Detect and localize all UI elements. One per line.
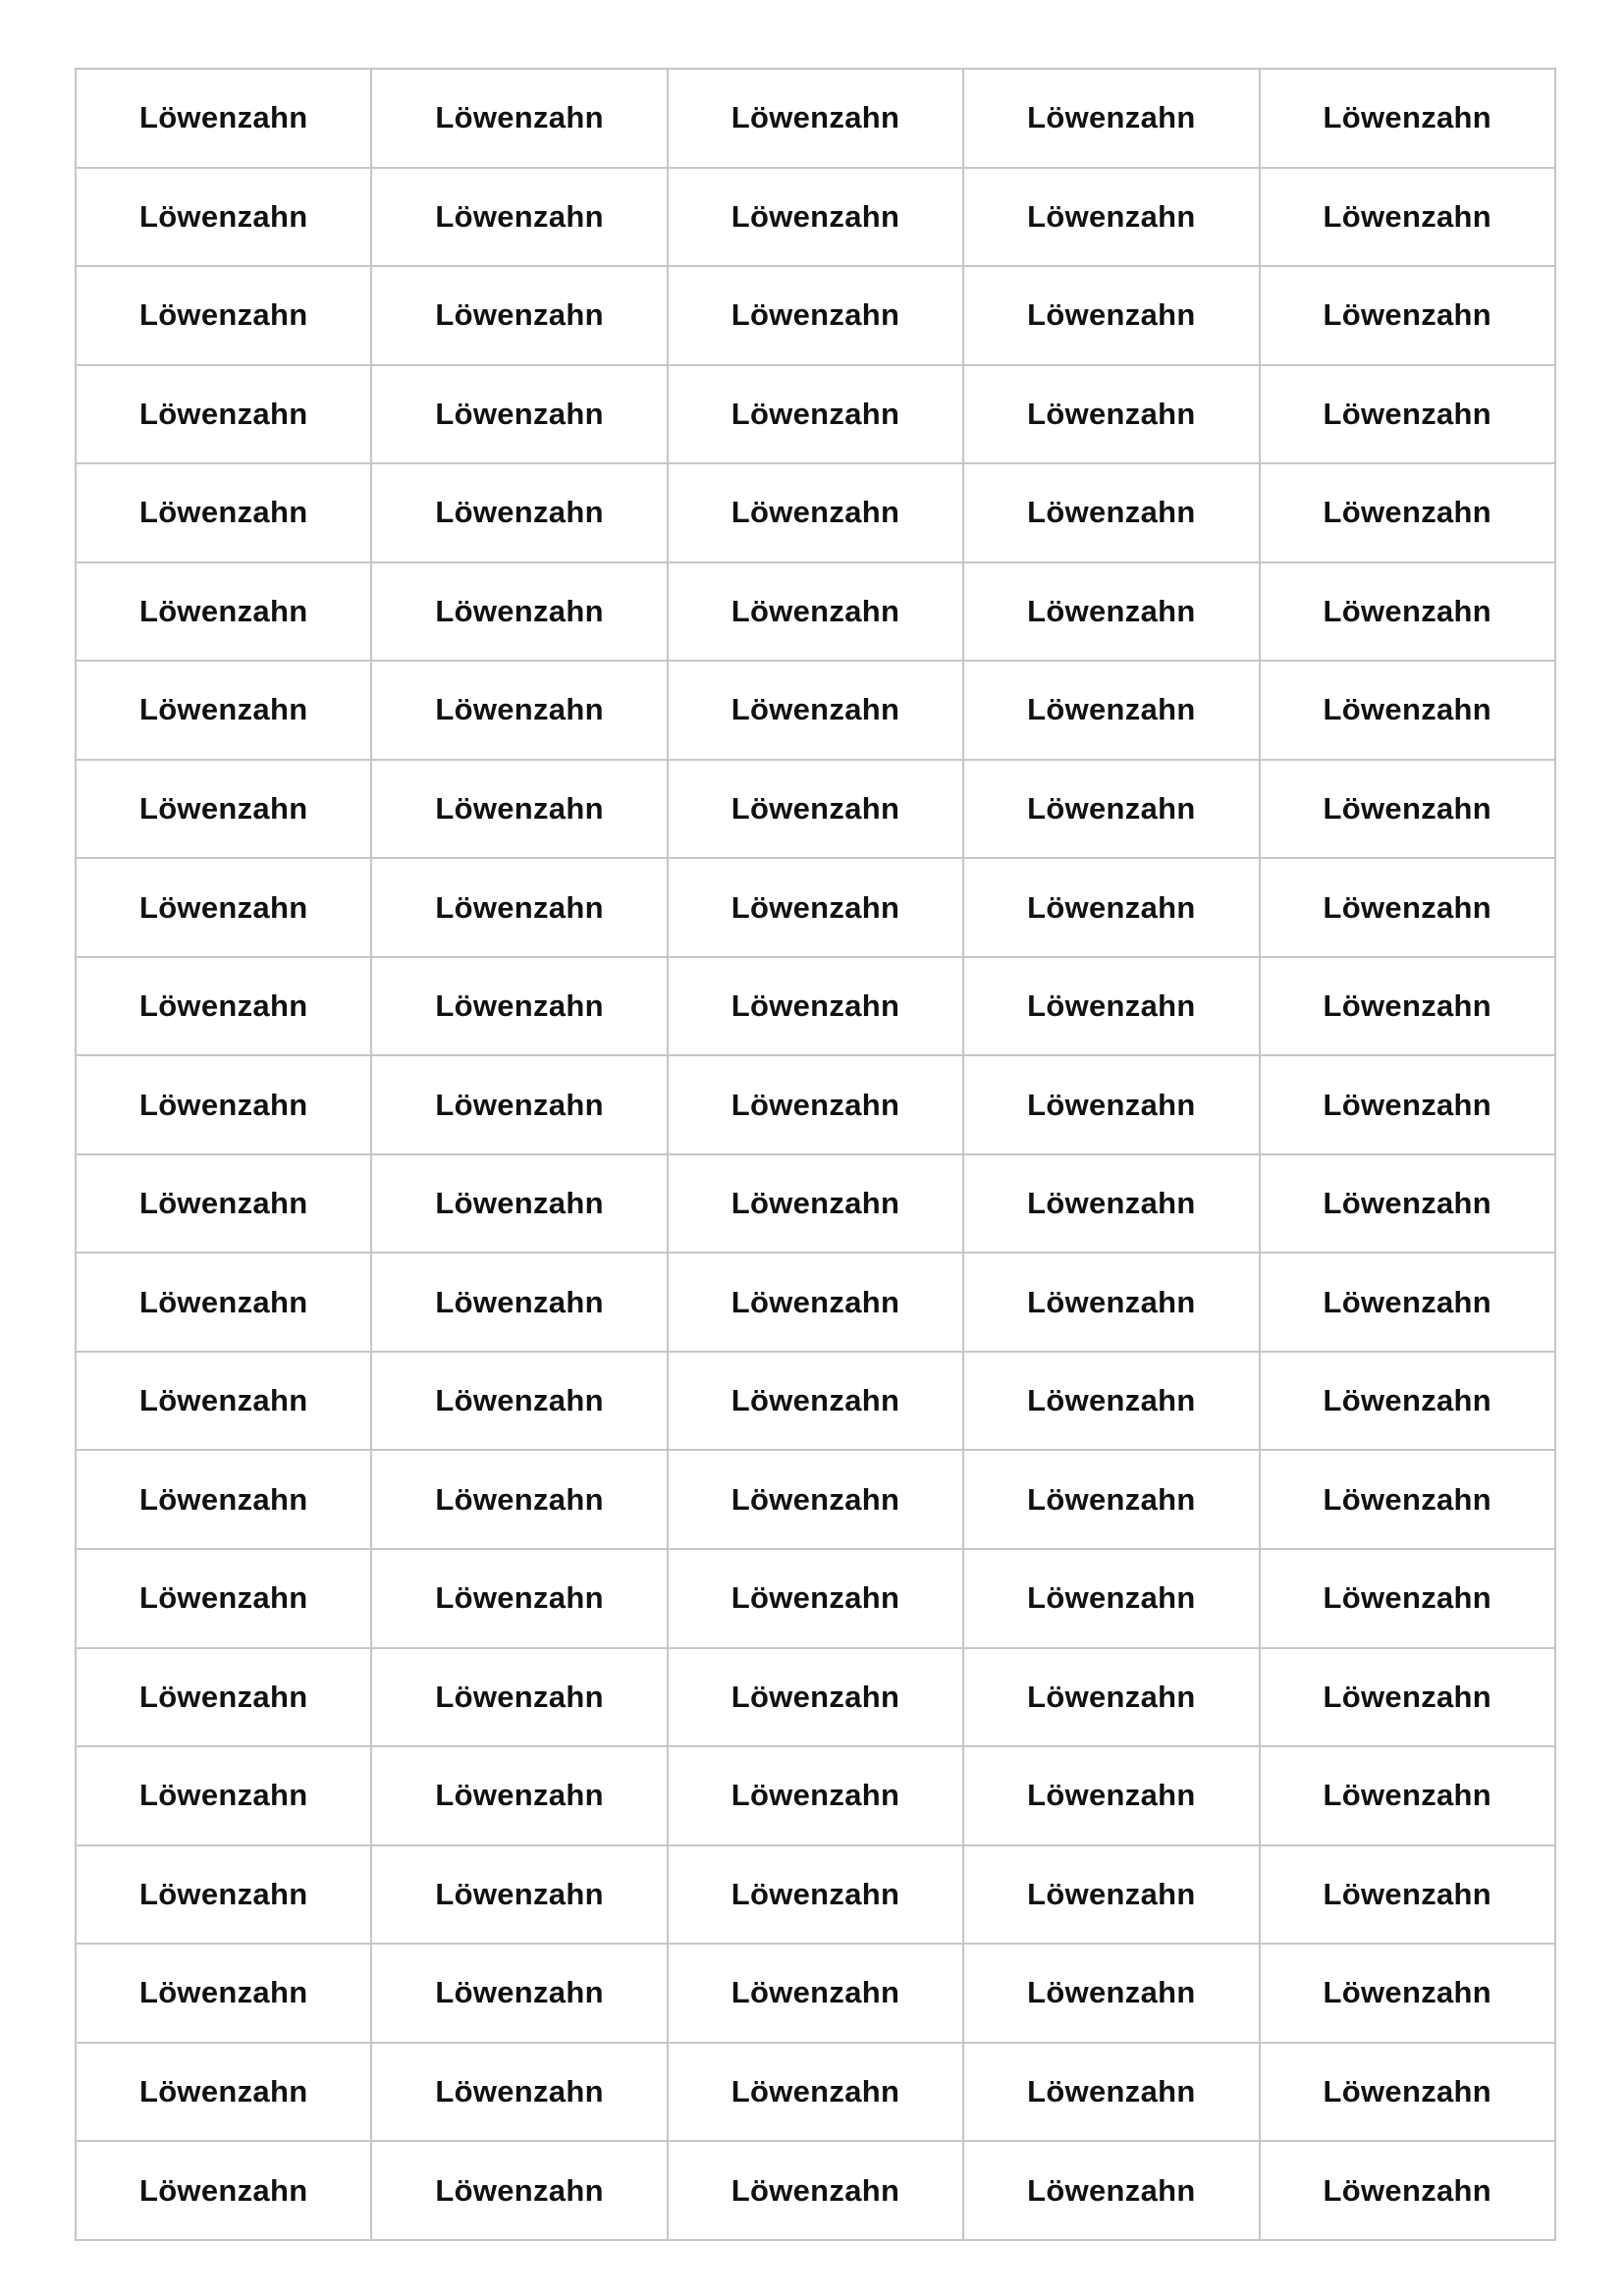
label-cell: Löwenzahn — [1260, 69, 1555, 168]
label-cell: Löwenzahn — [1260, 661, 1555, 760]
label-sheet-body — [76, 69, 1555, 2240]
label-row — [76, 168, 1555, 267]
label-cell: Löwenzahn — [963, 661, 1259, 760]
label-cell: Löwenzahn — [371, 562, 667, 662]
label-cell: Löwenzahn — [371, 1352, 667, 1451]
label-cell: Löwenzahn — [1260, 1055, 1555, 1154]
label-cell: Löwenzahn — [668, 365, 963, 464]
label-cell: Löwenzahn — [963, 2043, 1259, 2142]
label-row — [76, 661, 1555, 760]
label-cell: Löwenzahn — [668, 661, 963, 760]
label-cell: Löwenzahn — [76, 1055, 371, 1154]
label-cell: Löwenzahn — [76, 1352, 371, 1451]
label-cell: Löwenzahn — [1260, 168, 1555, 267]
label-cell: Löwenzahn — [668, 1154, 963, 1254]
label-cell: Löwenzahn — [371, 69, 667, 168]
label-cell: Löwenzahn — [963, 1154, 1259, 1254]
label-row — [76, 858, 1555, 957]
label-cell: Löwenzahn — [371, 661, 667, 760]
label-cell: Löwenzahn — [1260, 760, 1555, 859]
label-cell: Löwenzahn — [963, 1845, 1259, 1945]
label-row — [76, 2141, 1555, 2240]
label-cell: Löwenzahn — [76, 463, 371, 562]
label-row — [76, 1253, 1555, 1352]
label-row — [76, 1154, 1555, 1254]
label-sheet-grid — [75, 68, 1556, 2241]
label-cell: Löwenzahn — [76, 760, 371, 859]
label-cell: Löwenzahn — [963, 1746, 1259, 1845]
label-row — [76, 69, 1555, 168]
label-row — [76, 1845, 1555, 1945]
label-cell: Löwenzahn — [668, 1352, 963, 1451]
label-cell: Löwenzahn — [963, 562, 1259, 662]
label-cell: Löwenzahn — [371, 1450, 667, 1549]
label-cell: Löwenzahn — [371, 957, 667, 1056]
label-cell: Löwenzahn — [668, 1055, 963, 1154]
label-cell: Löwenzahn — [1260, 1253, 1555, 1352]
label-cell: Löwenzahn — [1260, 365, 1555, 464]
label-cell: Löwenzahn — [371, 2043, 667, 2142]
label-cell: Löwenzahn — [76, 1154, 371, 1254]
label-row — [76, 1352, 1555, 1451]
label-cell: Löwenzahn — [76, 168, 371, 267]
label-cell: Löwenzahn — [963, 365, 1259, 464]
label-cell: Löwenzahn — [963, 168, 1259, 267]
label-cell: Löwenzahn — [76, 562, 371, 662]
label-cell: Löwenzahn — [963, 957, 1259, 1056]
label-cell: Löwenzahn — [668, 957, 963, 1056]
label-cell: Löwenzahn — [1260, 1648, 1555, 1747]
label-cell: Löwenzahn — [1260, 1746, 1555, 1845]
label-row — [76, 1648, 1555, 1747]
label-cell: Löwenzahn — [668, 463, 963, 562]
label-cell: Löwenzahn — [963, 1549, 1259, 1648]
label-cell: Löwenzahn — [1260, 1549, 1555, 1648]
label-cell: Löwenzahn — [76, 661, 371, 760]
label-cell: Löwenzahn — [668, 1450, 963, 1549]
label-row — [76, 1944, 1555, 2043]
label-cell: Löwenzahn — [668, 1845, 963, 1945]
label-row — [76, 365, 1555, 464]
label-row — [76, 957, 1555, 1056]
label-cell: Löwenzahn — [76, 266, 371, 365]
label-row — [76, 1549, 1555, 1648]
label-cell: Löwenzahn — [1260, 2141, 1555, 2240]
label-cell: Löwenzahn — [668, 562, 963, 662]
label-row — [76, 562, 1555, 662]
label-cell: Löwenzahn — [1260, 957, 1555, 1056]
label-cell: Löwenzahn — [668, 1549, 963, 1648]
label-cell: Löwenzahn — [963, 760, 1259, 859]
label-cell: Löwenzahn — [963, 1055, 1259, 1154]
label-cell: Löwenzahn — [76, 957, 371, 1056]
label-cell: Löwenzahn — [1260, 562, 1555, 662]
label-cell: Löwenzahn — [1260, 2043, 1555, 2142]
label-cell: Löwenzahn — [76, 1549, 371, 1648]
label-cell: Löwenzahn — [963, 1352, 1259, 1451]
label-cell: Löwenzahn — [76, 858, 371, 957]
label-cell: Löwenzahn — [668, 1253, 963, 1352]
label-cell: Löwenzahn — [76, 2141, 371, 2240]
label-row — [76, 1746, 1555, 1845]
label-cell: Löwenzahn — [76, 1944, 371, 2043]
label-cell: Löwenzahn — [1260, 1845, 1555, 1945]
label-cell: Löwenzahn — [963, 858, 1259, 957]
label-cell: Löwenzahn — [1260, 1450, 1555, 1549]
label-cell: Löwenzahn — [1260, 463, 1555, 562]
label-cell: Löwenzahn — [371, 266, 667, 365]
label-cell: Löwenzahn — [668, 1648, 963, 1747]
label-cell: Löwenzahn — [963, 266, 1259, 365]
label-cell: Löwenzahn — [963, 1450, 1259, 1549]
label-row — [76, 1450, 1555, 1549]
label-cell: Löwenzahn — [76, 1845, 371, 1945]
label-cell: Löwenzahn — [963, 1253, 1259, 1352]
label-cell: Löwenzahn — [963, 463, 1259, 562]
label-cell: Löwenzahn — [1260, 858, 1555, 957]
label-cell: Löwenzahn — [668, 2141, 963, 2240]
label-cell: Löwenzahn — [668, 858, 963, 957]
label-cell: Löwenzahn — [1260, 1154, 1555, 1254]
label-cell: Löwenzahn — [1260, 1944, 1555, 2043]
label-cell: Löwenzahn — [76, 1450, 371, 1549]
label-cell: Löwenzahn — [371, 760, 667, 859]
label-cell: Löwenzahn — [371, 1253, 667, 1352]
label-row — [76, 1055, 1555, 1154]
label-cell: Löwenzahn — [1260, 1352, 1555, 1451]
label-cell: Löwenzahn — [76, 1253, 371, 1352]
label-cell: Löwenzahn — [1260, 266, 1555, 365]
label-cell: Löwenzahn — [371, 1845, 667, 1945]
label-cell: Löwenzahn — [371, 2141, 667, 2240]
label-cell: Löwenzahn — [371, 168, 667, 267]
label-row — [76, 266, 1555, 365]
label-cell: Löwenzahn — [371, 1944, 667, 2043]
label-cell: Löwenzahn — [371, 858, 667, 957]
label-cell: Löwenzahn — [371, 463, 667, 562]
label-cell: Löwenzahn — [371, 1154, 667, 1254]
label-cell: Löwenzahn — [963, 2141, 1259, 2240]
label-cell: Löwenzahn — [76, 69, 371, 168]
label-cell: Löwenzahn — [963, 1648, 1259, 1747]
label-cell: Löwenzahn — [668, 2043, 963, 2142]
label-cell: Löwenzahn — [371, 1055, 667, 1154]
label-cell: Löwenzahn — [963, 1944, 1259, 2043]
label-cell: Löwenzahn — [668, 1944, 963, 2043]
label-row — [76, 2043, 1555, 2142]
label-cell: Löwenzahn — [76, 1648, 371, 1747]
label-cell: Löwenzahn — [371, 1746, 667, 1845]
label-row — [76, 760, 1555, 859]
label-cell: Löwenzahn — [76, 2043, 371, 2142]
label-row — [76, 463, 1555, 562]
label-cell: Löwenzahn — [371, 365, 667, 464]
label-cell: Löwenzahn — [668, 266, 963, 365]
label-cell: Löwenzahn — [76, 1746, 371, 1845]
label-cell: Löwenzahn — [371, 1549, 667, 1648]
label-cell: Löwenzahn — [371, 1648, 667, 1747]
label-cell: Löwenzahn — [668, 69, 963, 168]
label-cell: Löwenzahn — [76, 365, 371, 464]
label-cell: Löwenzahn — [963, 69, 1259, 168]
label-cell: Löwenzahn — [668, 760, 963, 859]
label-cell: Löwenzahn — [668, 1746, 963, 1845]
label-cell: Löwenzahn — [668, 168, 963, 267]
